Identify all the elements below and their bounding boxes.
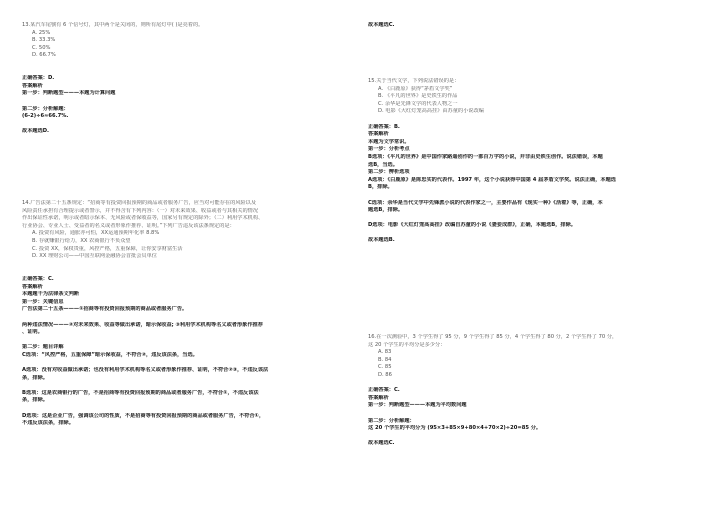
option-d: D. 电影《大红灯笼高高挂》由苏童的小说改编 (378, 108, 484, 115)
option-d-explanation-line-2: 不违反该法条，排除。 (22, 420, 74, 427)
option-a: A. 投资有风险，通胀亦可怕，XX运通预期年化率 8.8% (32, 230, 160, 237)
conclusion: 故本题选D. (22, 128, 50, 135)
option-a-explanation-line-1: A选项：《白鹿原》是陈忠实的代表作。1997 年，这个小说获得中国第 4 届茅盾文学奖。说法正确，本题选 (368, 176, 616, 183)
correct-answer: 正确答案：C. (368, 387, 400, 394)
option-c: C. 85 (378, 364, 392, 371)
option-a: A. 《白鹿原》获得“茅盾文学奖” (378, 85, 453, 92)
question-15 (368, 78, 686, 245)
question-13 (22, 22, 340, 136)
step-2: 第二步：辨析选项 (368, 169, 410, 176)
correct-answer: 正确答案：C. (22, 275, 54, 282)
step-1: 第一步：判断题型———本题为计算问题 (22, 90, 116, 97)
option-a-explanation-line-2: 条，排除。 (22, 374, 48, 381)
previous-answer (368, 22, 686, 30)
question-text: 15.关于当代文学，下列说法错误的是： (368, 78, 460, 84)
conclusion: 故本题选C. (368, 22, 395, 28)
option-b: B. 存就赚银行给力，XX 农商银行不负众望 (32, 237, 131, 244)
option-d-explanation-line-1: D选项：这是企业广告，强调该公司的性质，不是招商等有投资回报预期的商品或者服务广告，不符合①， (22, 412, 265, 419)
option-b-explanation-line-2: 条，排除。 (22, 397, 48, 404)
key-info-2-line-2: 、证明。 (22, 329, 43, 336)
step-1: 第一步：关键信息 (22, 298, 64, 305)
question-text-line-4: 行业协会、专业人士、受益者的名义或者形象作推荐、证明。”下列广告违反该法条规定的是： (22, 222, 235, 229)
option-a-explanation-line-2: B，排除。 (368, 184, 393, 191)
option-c-explanation-line-2: 题选B，排除。 (368, 207, 404, 214)
question-text-line-1: 16.在一次测验中，3 个学生得了 95 分，9 个学生得了 85 分，4 个学生得了 80 分，2 个学生得了 70 分， (368, 334, 618, 340)
step-2: 第二步：分析解题： (22, 105, 69, 112)
option-d: D. 86 (378, 371, 392, 378)
option-b-explanation-line-1: B选项：《平凡的世界》是中国作家路遥创作的一部百万字的小说，并非由史铁生创作。说法错误，本题 (368, 153, 603, 160)
step-2: 第二步：分析解题： (368, 417, 415, 424)
question-16 (368, 334, 686, 448)
correct-answer: 正确答案：B. (368, 123, 400, 130)
option-d: D. 66.7% (32, 52, 56, 59)
question-14 (22, 200, 340, 428)
option-d: D. XX 理财公司——中国互联网金融协会首批会员单位 (32, 253, 157, 260)
question-text-line-2: 这 20 个学生的平均分是多少分： (368, 341, 446, 348)
option-b-explanation-line-2: 选B，当选。 (368, 161, 398, 168)
option-c: C. 50% (32, 44, 51, 51)
conclusion: 故本题选B. (368, 237, 395, 244)
option-a-explanation-line-1: A选项：没有对收益做出承诺；也没有利用学术机构等名义或者形象作推荐、证明，不符合②③，不违反该法 (22, 367, 269, 374)
option-a: A. 83 (378, 349, 392, 356)
option-b: B. 84 (378, 356, 392, 363)
key-info-1: 广告法第二十五条———①招商等有投资回报预期的商品或者服务广告。 (22, 306, 188, 313)
analysis-heading: 答案解析 (368, 131, 389, 138)
option-d-explanation: D选项：电影《大红灯笼高高挂》改编自苏童的小说《妻妾成群》，正确，本题选B，排除。 (368, 222, 576, 229)
question-type: 本题为文学常识。 (368, 138, 410, 145)
step-1: 第一步：分析考点 (368, 146, 410, 153)
question-text: 13.某汽车尾號有 6 个信号灯，其中两个是关闭的，则所有尾灯中( )是亮着的。 (22, 22, 204, 28)
option-b: B. 《平凡的世界》是史铁生的作品 (378, 93, 458, 100)
question-text-line-1: 14.广告法第二十五条规定：“招商等有投资回报预期的商品或者服务广告，应当对可能存在的风险以及 (22, 200, 257, 206)
calculation: (6-2)÷6≈66.7%. (22, 113, 69, 120)
analysis-heading: 答案解析 (22, 82, 43, 89)
key-info-2-line-1: 两种违法情况———②对未来效果、收益等做出承诺，暗示保收益; ③利用学术机构等名义或者形象作推荐 (22, 321, 263, 328)
analysis-heading: 答案解析 (368, 394, 389, 401)
option-c: C. 投资 XX，保权贵重，风控严格，五重保障，让你安享财富生活 (32, 245, 183, 252)
calculation: 这 20 个学生的平均分为 (95×3+85×9+80×4+70×2)÷20=85 分。 (368, 425, 542, 432)
step-2: 第二步：题目详解 (22, 344, 64, 351)
step-1: 第一步：判断题型———本题为平均数问题 (368, 402, 467, 409)
option-b: B. 33.3% (32, 37, 56, 44)
question-text-line-2: 风险责任承担有合理提示或者警示，并不得含有下列内容：（一）对未来效果、收益或者与其相关的情况 (22, 207, 259, 214)
question-text-line-3: 作出保证性承诺，明示或者暗示保本、无风险或者保收益等，国家另有规定的除外；（二）利用学术机构、 (22, 215, 264, 222)
option-c: C. 余华是先锋文学的代表人物之一 (378, 100, 458, 107)
correct-answer: 正确答案：D. (22, 75, 55, 82)
option-a: A. 25% (32, 29, 51, 36)
option-c-explanation: C选项：“风控严格，五重保障”暗示保收益，不符合②，违反该法条，当选。 (22, 351, 198, 358)
option-c-explanation-line-1: C选项：余华是当代文学中先锋派小说的代表作家之一，主要作品有《现实一种》《活着》等，正确，本 (368, 199, 603, 206)
option-b-explanation-line-1: B选项：这是农商银行的广告，不是招商等有投资回报预期的商品或者服务广告，不符合①，不违反该法 (22, 389, 259, 396)
conclusion: 故本题选C. (368, 440, 395, 447)
question-type: 本题题干为法律条文判断 (22, 291, 80, 298)
analysis-heading: 答案解析 (22, 283, 43, 290)
